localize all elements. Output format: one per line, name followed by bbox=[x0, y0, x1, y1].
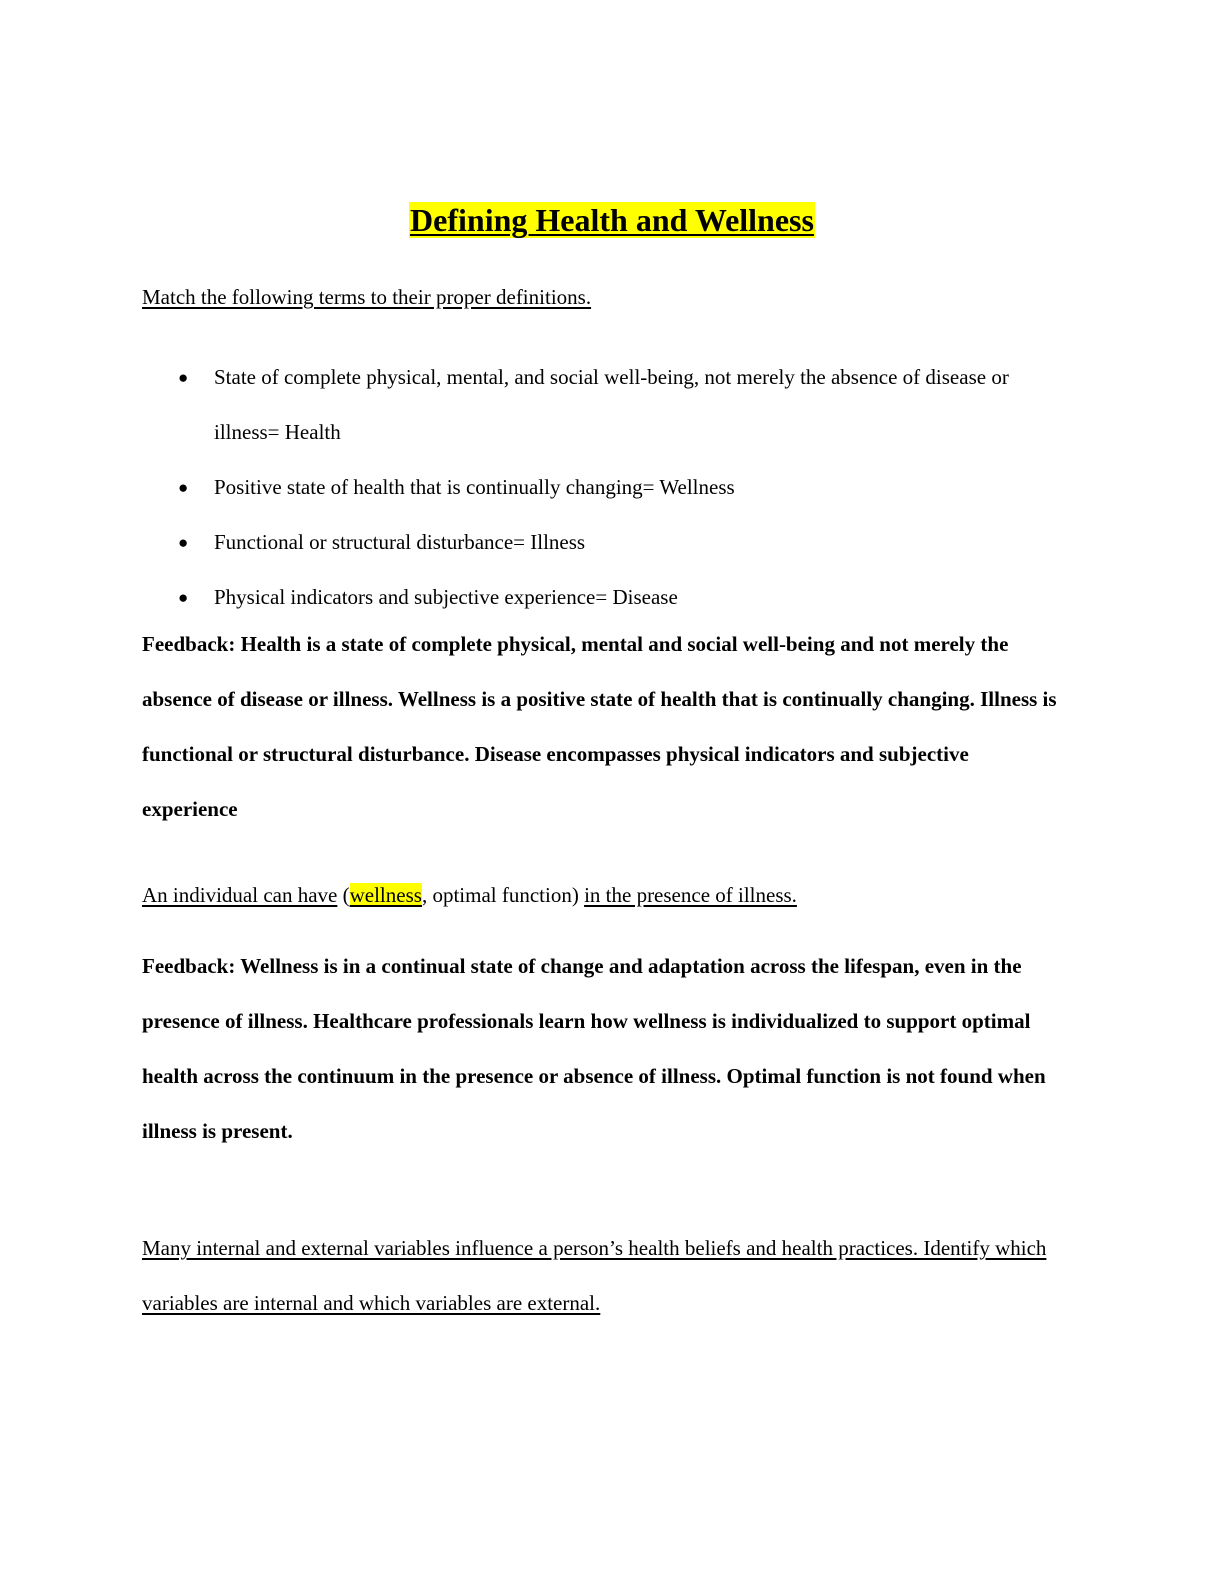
list-item bbox=[142, 460, 1062, 515]
match-instruction bbox=[142, 282, 1062, 312]
feedback-health-definitions: Feedback: Health is a state of complete physical, mental and social well-being and not merely the absence of disease or illness. Wellness is a positive state of health that is continually changing. Illness is functional or structural disturbance. Disease encompasses physical indicators and subjective experience bbox=[142, 632, 1057, 821]
match-instruction-text: Match the following terms to their proper definitions. bbox=[142, 285, 592, 309]
bullet-icon: ● bbox=[178, 478, 189, 497]
feedback-wellness: Feedback: Wellness is in a continual state of change and adaptation across the lifespan, even in the presence of illness. Healthcare professionals learn how wellness is individualized to support optimal health across the continuum in the presence or absence of illness. Optimal function is not found when illness is present. bbox=[142, 954, 1046, 1143]
list-item bbox=[142, 515, 1062, 570]
page-title-container bbox=[0, 196, 1224, 244]
bullet-icon: ● bbox=[178, 588, 189, 607]
variables-instruction-text: Many internal and external variables influence a person’s health beliefs and health practices. Identify which variables are internal and which variables are external. bbox=[142, 1236, 1047, 1315]
definition-text: Functional or structural disturbance= Illness bbox=[214, 530, 586, 554]
definition-text: Positive state of health that is continually changing= Wellness bbox=[214, 475, 735, 499]
sentence-answer-highlighted: wellness bbox=[349, 883, 422, 907]
definitions-list bbox=[142, 350, 1062, 625]
sentence-paren-open: ( bbox=[337, 883, 350, 907]
definition-text: State of complete physical, mental, and social well-being, not merely the absence of disease or illness= Health bbox=[214, 365, 1009, 444]
definition-text: Physical indicators and subjective experience= Disease bbox=[214, 585, 678, 609]
variables-instruction bbox=[142, 1221, 1062, 1331]
page-title: Defining Health and Wellness bbox=[410, 202, 814, 238]
sentence-answer-rest: , optimal function) bbox=[421, 883, 579, 907]
bullet-icon: ● bbox=[178, 533, 189, 552]
wellness-sentence bbox=[142, 880, 1062, 910]
bullet-icon: ● bbox=[178, 368, 189, 387]
sentence-part-2: in the presence of illness. bbox=[584, 883, 797, 907]
list-item bbox=[142, 350, 1062, 460]
sentence-part-1: An individual can have bbox=[142, 883, 338, 907]
